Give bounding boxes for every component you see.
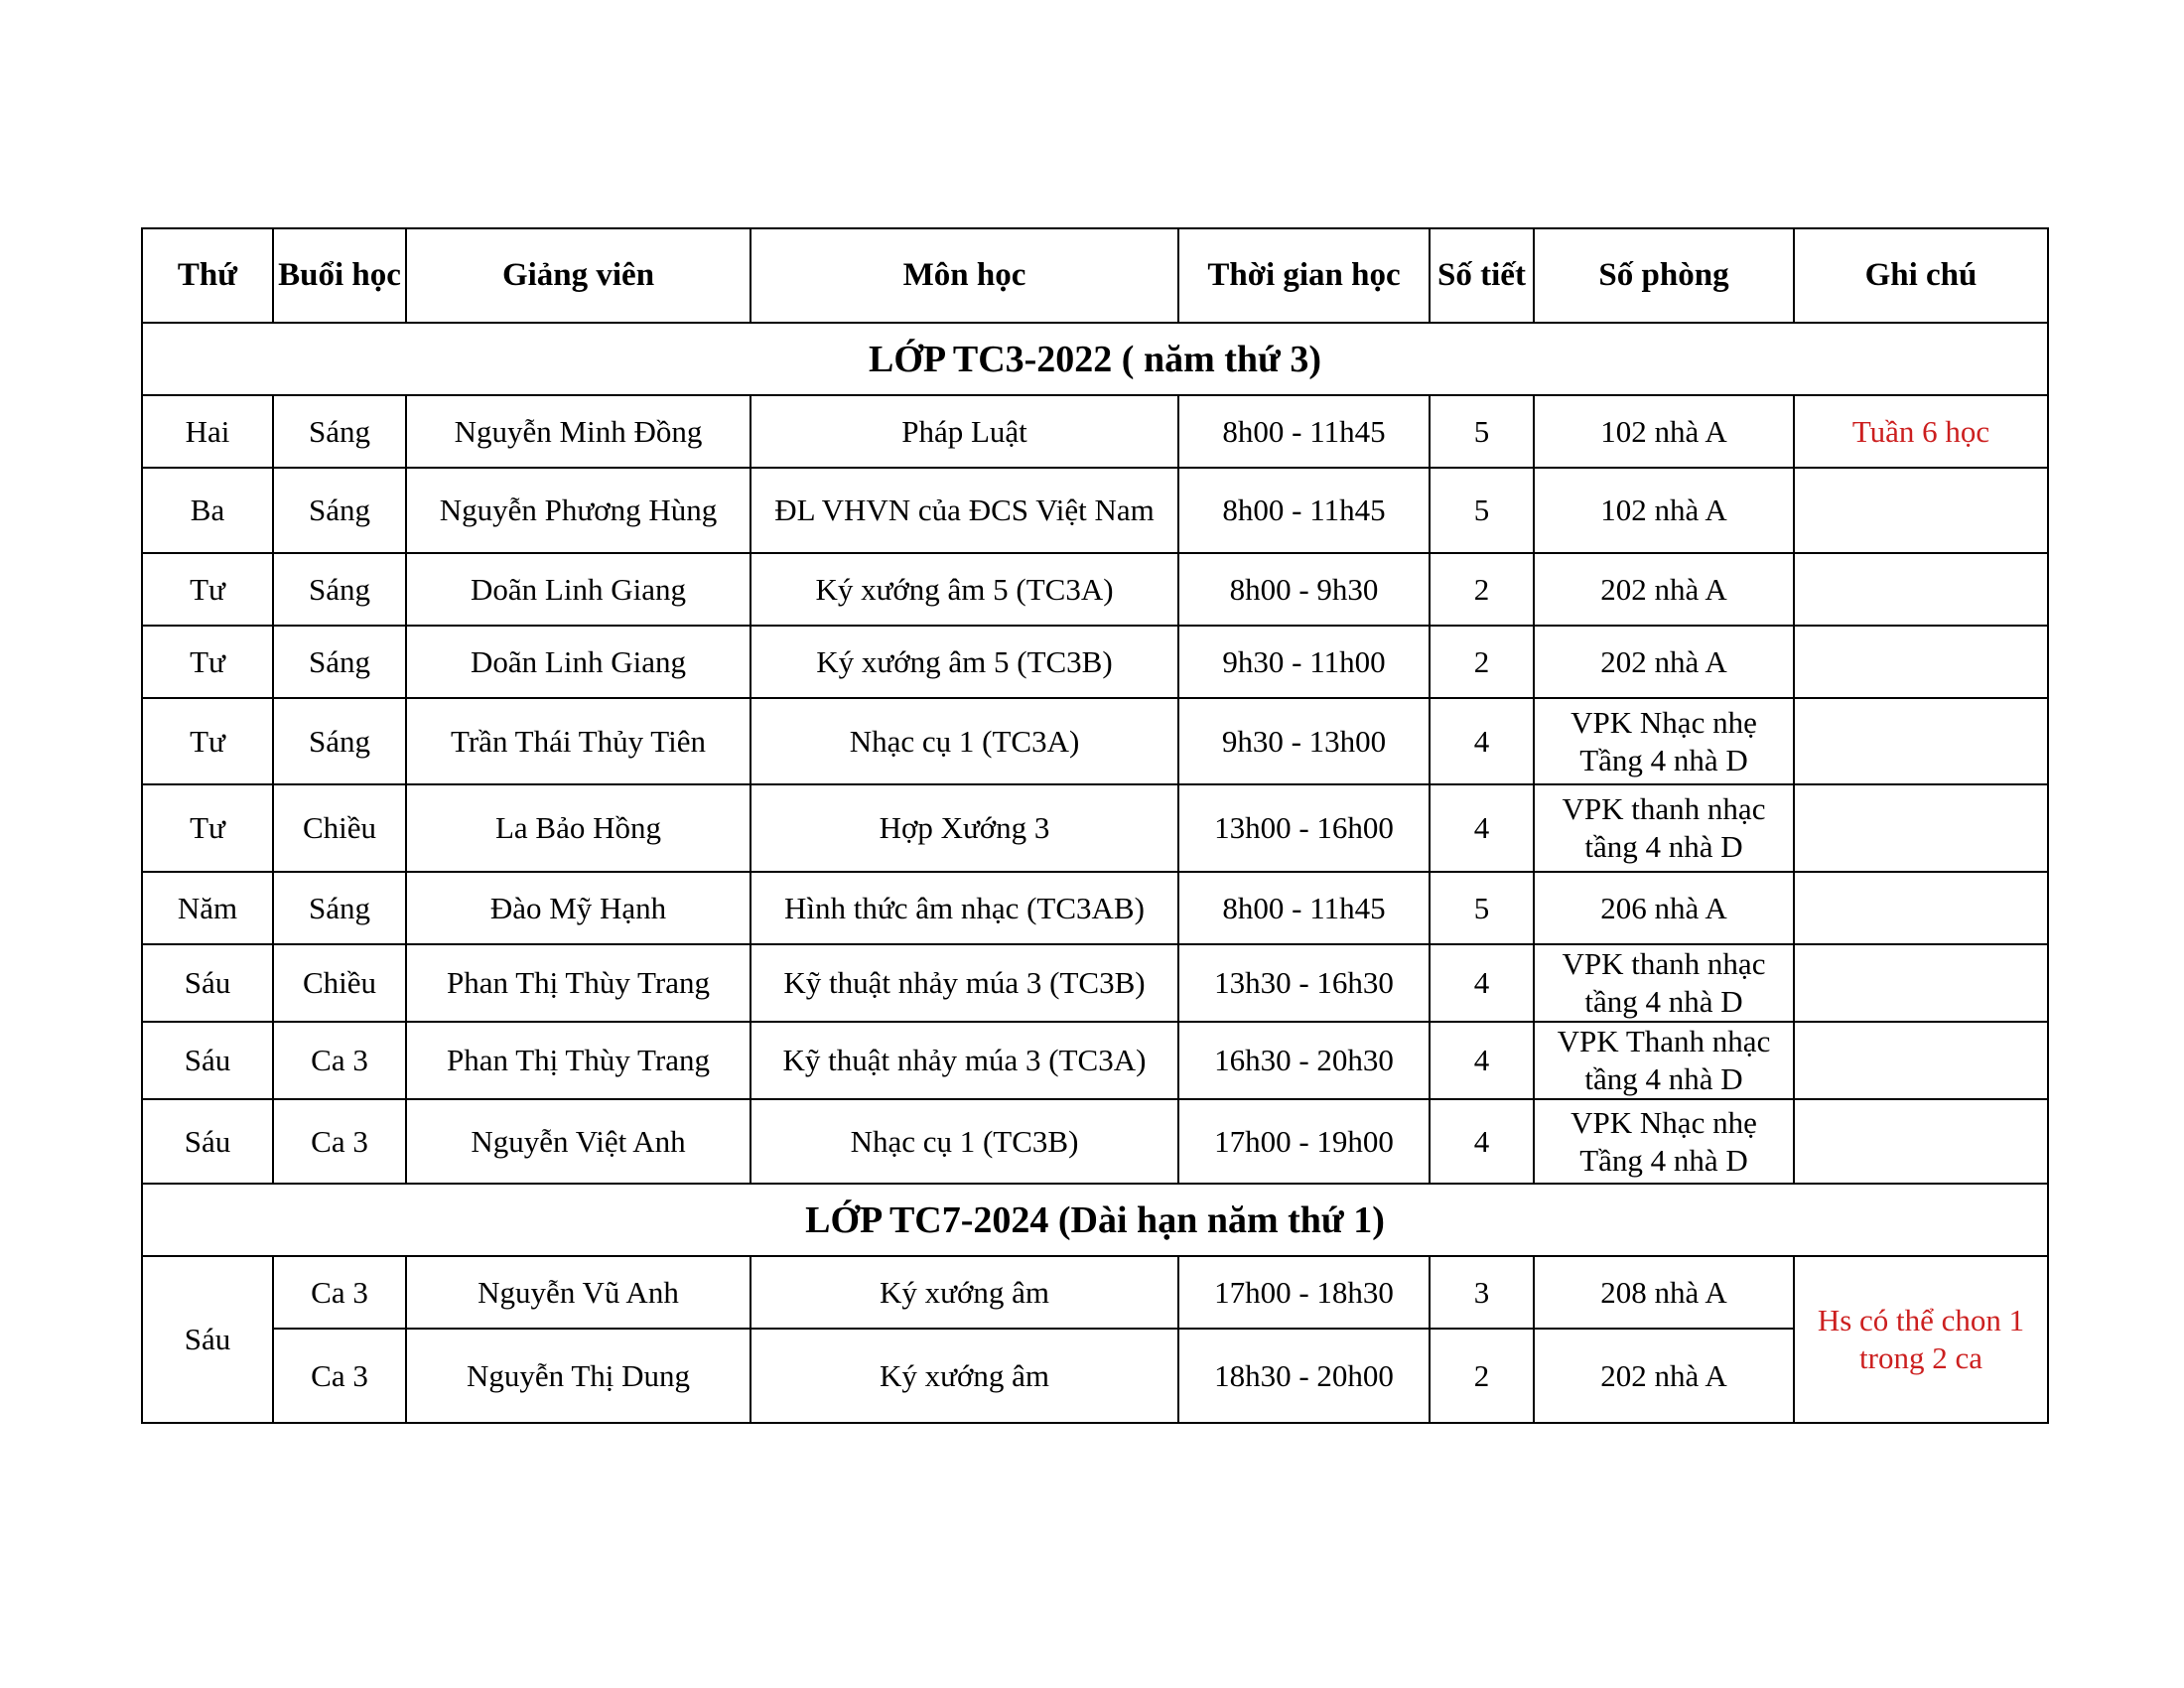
cell-subject: Ký xướng âm 5 (TC3A) — [751, 553, 1178, 626]
cell-day: Hai — [142, 395, 273, 468]
cell-teacher: Nguyễn Phương Hùng — [406, 468, 751, 553]
cell-subject: Ký xướng âm — [751, 1256, 1178, 1329]
cell-subject: Hình thức âm nhạc (TC3AB) — [751, 872, 1178, 944]
header-room: Số phòng — [1534, 228, 1794, 323]
cell-time: 13h00 - 16h00 — [1178, 784, 1430, 872]
cell-session: Sáng — [273, 626, 406, 698]
cell-note — [1794, 626, 2048, 698]
cell-subject: Kỹ thuật nhảy múa 3 (TC3A) — [751, 1022, 1178, 1099]
header-teacher: Giảng viên — [406, 228, 751, 323]
header-subject: Môn học — [751, 228, 1178, 323]
cell-time: 17h00 - 19h00 — [1178, 1099, 1430, 1184]
cell-room: VPK Nhạc nhẹ Tầng 4 nhà D — [1534, 1099, 1794, 1184]
section-title: LỚP TC7-2024 (Dài hạn năm thứ 1) — [142, 1184, 2048, 1256]
cell-note — [1794, 1022, 2048, 1099]
section-title: LỚP TC3-2022 ( năm thứ 3) — [142, 323, 2048, 395]
cell-note — [1794, 944, 2048, 1022]
table-row — [142, 553, 2048, 626]
cell-session: Sáng — [273, 698, 406, 784]
cell-subject: Nhạc cụ 1 (TC3B) — [751, 1099, 1178, 1184]
header-note: Ghi chú — [1794, 228, 2048, 323]
cell-teacher: Nguyễn Minh Đồng — [406, 395, 751, 468]
cell-time: 16h30 - 20h30 — [1178, 1022, 1430, 1099]
cell-time: 8h00 - 9h30 — [1178, 553, 1430, 626]
cell-periods: 4 — [1430, 1099, 1534, 1184]
schedule-table — [141, 227, 2049, 1424]
cell-subject: Kỹ thuật nhảy múa 3 (TC3B) — [751, 944, 1178, 1022]
cell-note: Tuần 6 học — [1794, 395, 2048, 468]
cell-note — [1794, 872, 2048, 944]
cell-room: 102 nhà A — [1534, 395, 1794, 468]
cell-note — [1794, 553, 2048, 626]
cell-room: 208 nhà A — [1534, 1256, 1794, 1329]
cell-day: Sáu — [142, 1256, 273, 1423]
cell-periods: 4 — [1430, 698, 1534, 784]
cell-subject: Pháp Luật — [751, 395, 1178, 468]
cell-room: VPK Thanh nhạc tầng 4 nhà D — [1534, 1022, 1794, 1099]
cell-teacher: Nguyễn Thị Dung — [406, 1329, 751, 1423]
cell-day: Tư — [142, 553, 273, 626]
table-row — [142, 944, 2048, 1022]
cell-session: Ca 3 — [273, 1329, 406, 1423]
cell-session: Sáng — [273, 553, 406, 626]
table-row — [142, 784, 2048, 872]
cell-subject: Ký xướng âm 5 (TC3B) — [751, 626, 1178, 698]
cell-note — [1794, 468, 2048, 553]
cell-teacher: Phan Thị Thùy Trang — [406, 1022, 751, 1099]
cell-teacher: Đào Mỹ Hạnh — [406, 872, 751, 944]
cell-time: 8h00 - 11h45 — [1178, 468, 1430, 553]
cell-periods: 5 — [1430, 872, 1534, 944]
cell-periods: 4 — [1430, 784, 1534, 872]
cell-day: Tư — [142, 784, 273, 872]
cell-room: 202 nhà A — [1534, 553, 1794, 626]
cell-day: Sáu — [142, 944, 273, 1022]
cell-note — [1794, 784, 2048, 872]
cell-periods: 5 — [1430, 395, 1534, 468]
table-row — [142, 626, 2048, 698]
cell-note: Hs có thể chon 1 trong 2 ca — [1794, 1256, 2048, 1423]
table-row — [142, 1329, 2048, 1423]
header-day: Thứ — [142, 228, 273, 323]
cell-teacher: Trần Thái Thủy Tiên — [406, 698, 751, 784]
header-periods: Số tiết — [1430, 228, 1534, 323]
cell-periods: 2 — [1430, 1329, 1534, 1423]
header-time: Thời gian học — [1178, 228, 1430, 323]
cell-note — [1794, 1099, 2048, 1184]
table-row — [142, 698, 2048, 784]
cell-day: Ba — [142, 468, 273, 553]
cell-time: 8h00 - 11h45 — [1178, 395, 1430, 468]
cell-day: Tư — [142, 698, 273, 784]
cell-day: Sáu — [142, 1099, 273, 1184]
cell-time: 9h30 - 11h00 — [1178, 626, 1430, 698]
cell-teacher: Doãn Linh Giang — [406, 626, 751, 698]
cell-time: 9h30 - 13h00 — [1178, 698, 1430, 784]
cell-time: 13h30 - 16h30 — [1178, 944, 1430, 1022]
table-row — [142, 872, 2048, 944]
cell-room: 102 nhà A — [1534, 468, 1794, 553]
header-session: Buổi học — [273, 228, 406, 323]
cell-teacher: Doãn Linh Giang — [406, 553, 751, 626]
table-row — [142, 395, 2048, 468]
table-row — [142, 1022, 2048, 1099]
cell-periods: 3 — [1430, 1256, 1534, 1329]
cell-session: Ca 3 — [273, 1256, 406, 1329]
cell-session: Sáng — [273, 872, 406, 944]
cell-teacher: La Bảo Hồng — [406, 784, 751, 872]
cell-periods: 2 — [1430, 626, 1534, 698]
cell-periods: 2 — [1430, 553, 1534, 626]
cell-day: Năm — [142, 872, 273, 944]
cell-subject: Hợp Xướng 3 — [751, 784, 1178, 872]
cell-periods: 4 — [1430, 1022, 1534, 1099]
cell-room: VPK thanh nhạc tầng 4 nhà D — [1534, 784, 1794, 872]
cell-periods: 5 — [1430, 468, 1534, 553]
section-row — [142, 1184, 2048, 1256]
table-row — [142, 468, 2048, 553]
cell-time: 8h00 - 11h45 — [1178, 872, 1430, 944]
cell-day: Sáu — [142, 1022, 273, 1099]
table-row — [142, 1099, 2048, 1184]
cell-room: 206 nhà A — [1534, 872, 1794, 944]
cell-subject: Nhạc cụ 1 (TC3A) — [751, 698, 1178, 784]
cell-room: VPK Nhạc nhẹ Tầng 4 nhà D — [1534, 698, 1794, 784]
cell-teacher: Nguyễn Vũ Anh — [406, 1256, 751, 1329]
cell-day: Tư — [142, 626, 273, 698]
cell-session: Chiều — [273, 944, 406, 1022]
cell-teacher: Nguyễn Việt Anh — [406, 1099, 751, 1184]
table-row — [142, 1256, 2048, 1329]
cell-time: 18h30 - 20h00 — [1178, 1329, 1430, 1423]
cell-subject: ĐL VHVN của ĐCS Việt Nam — [751, 468, 1178, 553]
cell-room: 202 nhà A — [1534, 626, 1794, 698]
section-row — [142, 323, 2048, 395]
cell-subject: Ký xướng âm — [751, 1329, 1178, 1423]
cell-session: Sáng — [273, 468, 406, 553]
cell-teacher: Phan Thị Thùy Trang — [406, 944, 751, 1022]
header-row — [142, 228, 2048, 323]
cell-room: VPK thanh nhạc tầng 4 nhà D — [1534, 944, 1794, 1022]
cell-session: Sáng — [273, 395, 406, 468]
cell-session: Ca 3 — [273, 1099, 406, 1184]
cell-session: Ca 3 — [273, 1022, 406, 1099]
cell-time: 17h00 - 18h30 — [1178, 1256, 1430, 1329]
cell-room: 202 nhà A — [1534, 1329, 1794, 1423]
cell-note — [1794, 698, 2048, 784]
cell-session: Chiều — [273, 784, 406, 872]
cell-periods: 4 — [1430, 944, 1534, 1022]
